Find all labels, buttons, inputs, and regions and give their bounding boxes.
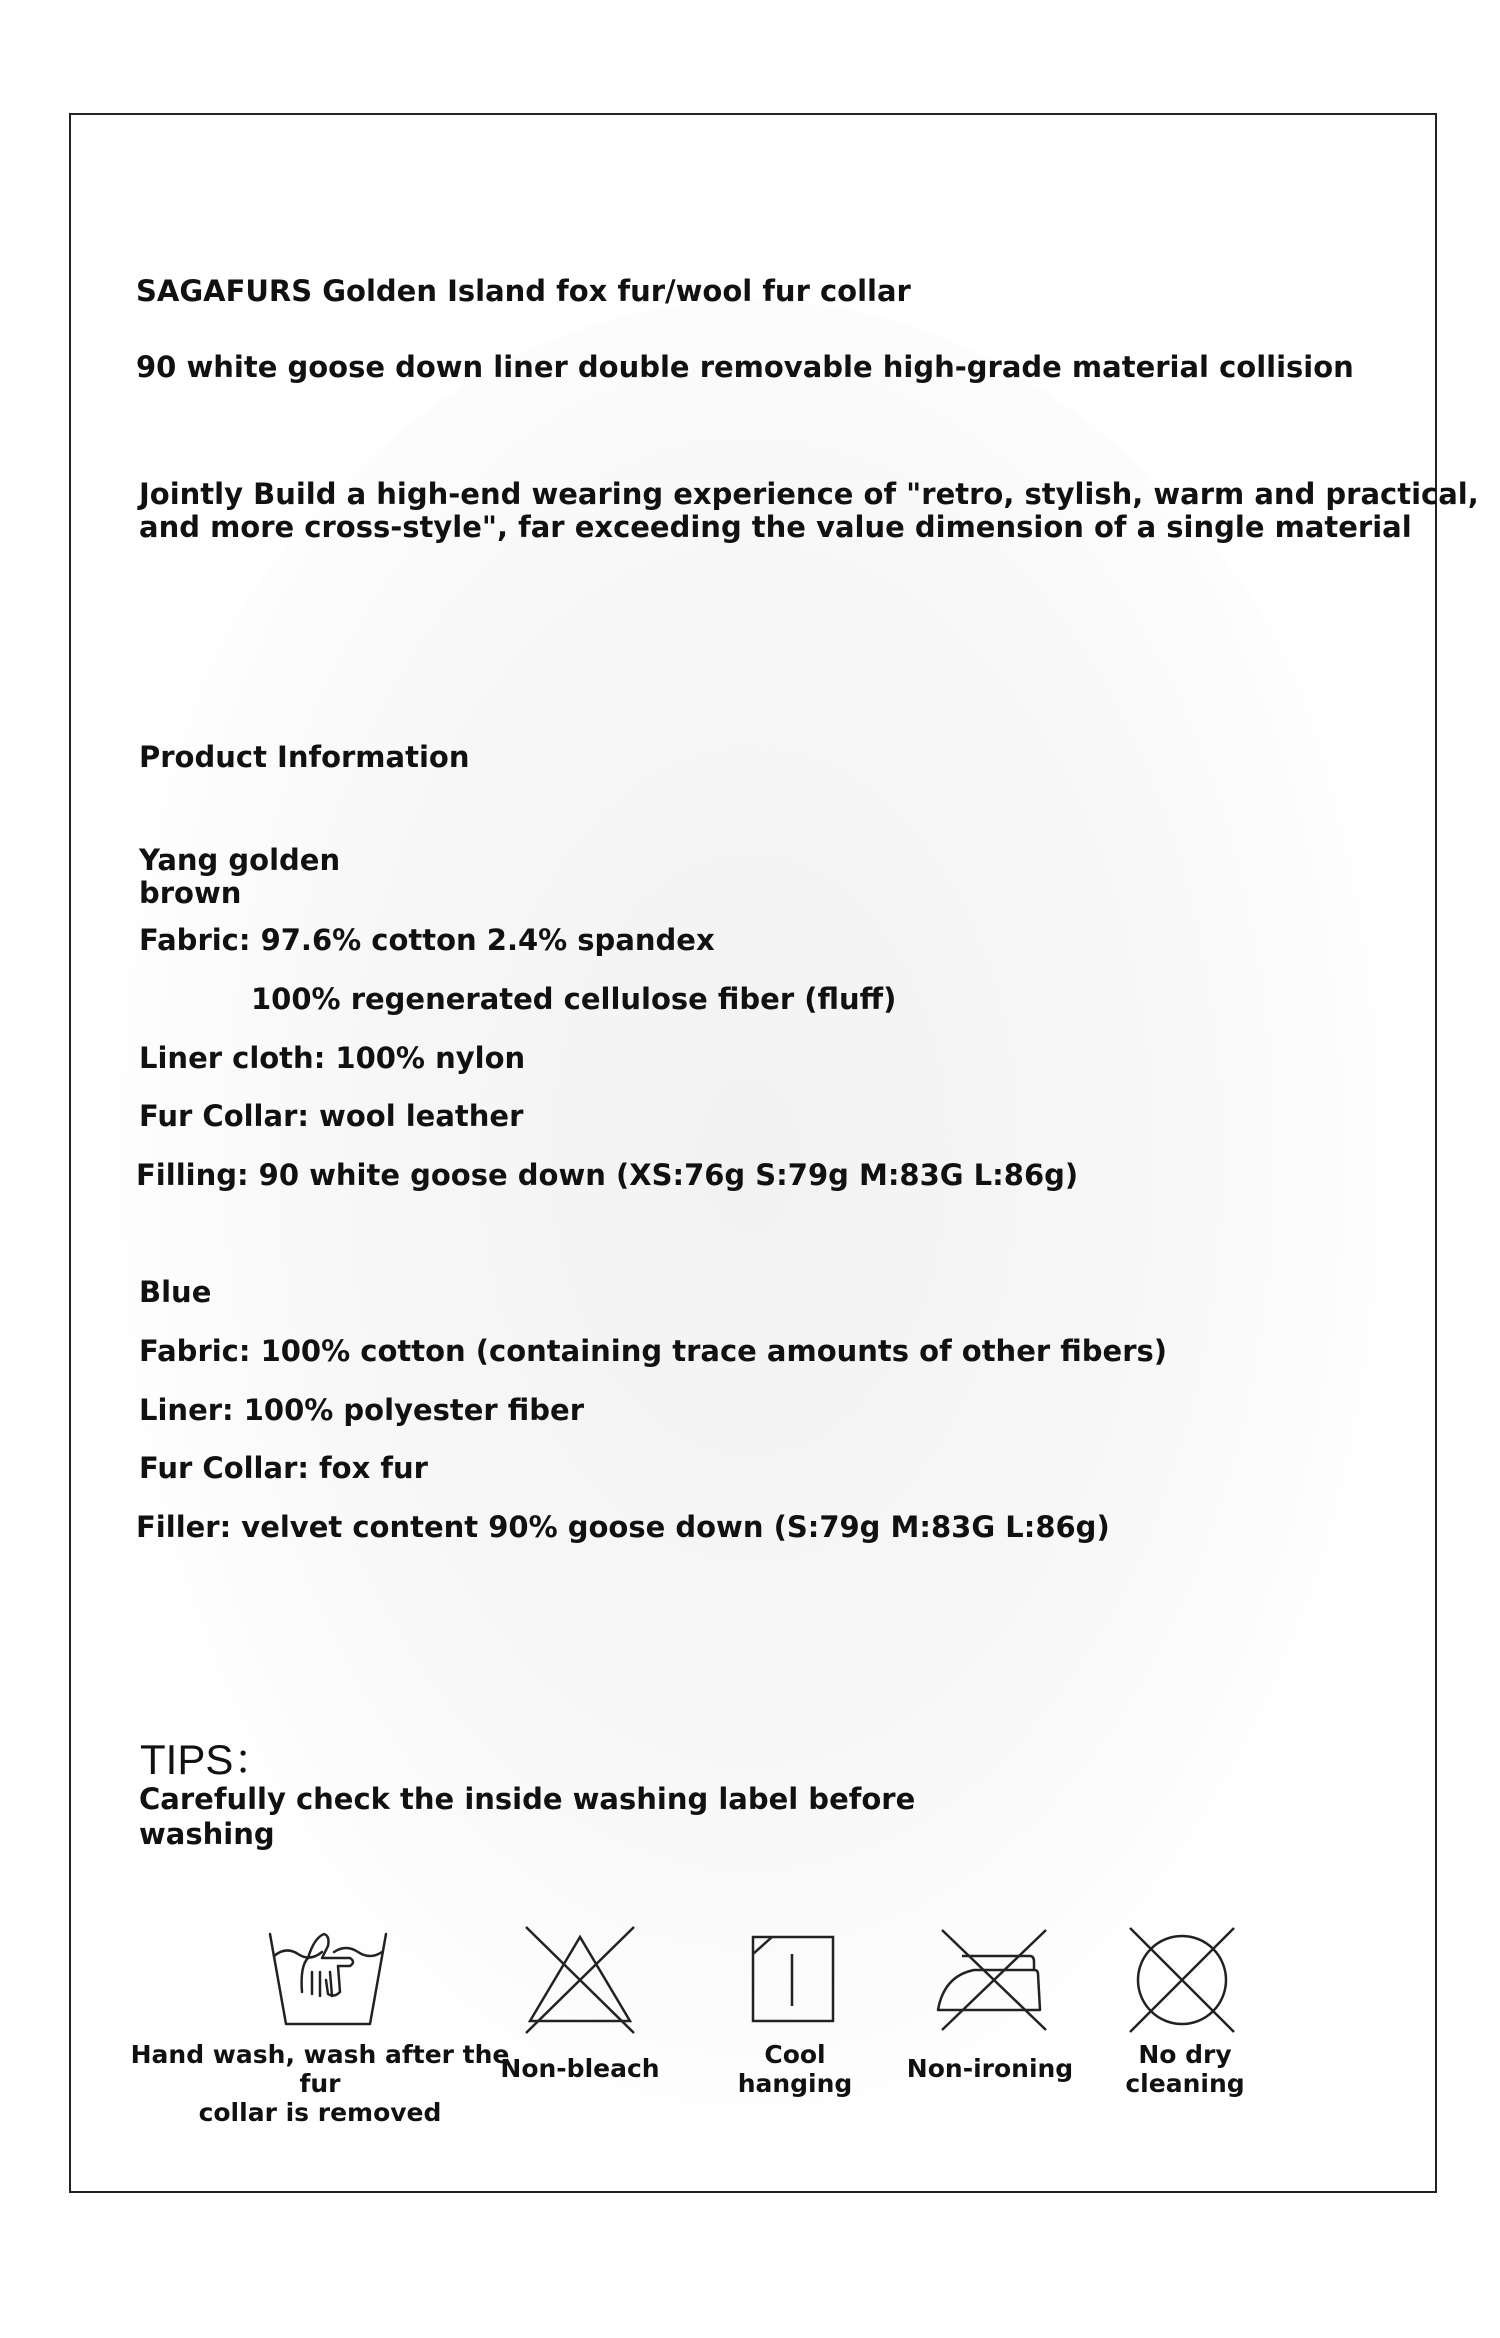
hand-wash-label: Hand wash, wash after the fur collar is removed [130, 2040, 510, 2127]
no-iron-icon [934, 1926, 1054, 2036]
tips-line-2: washing [139, 1817, 275, 1851]
content-frame [69, 113, 1437, 2193]
header-line-1: SAGAFURS Golden Island fox fur/wool fur collar [136, 274, 911, 308]
variant1-fabric-2: 100% regenerated cellulose fiber (fluff) [251, 982, 897, 1016]
variant1-name-line1: Yang golden [139, 843, 341, 877]
variant2-filler: Filler: velvet content 90% goose down (S:79g M:83G L:86g) [136, 1510, 1110, 1544]
variant2-collar: Fur Collar: fox fur [139, 1451, 428, 1485]
variant1-liner: Liner cloth: 100% nylon [139, 1041, 526, 1075]
hand-wash-icon [264, 1924, 392, 2030]
variant1-fabric: Fabric: 97.6% cotton 2.4% spandex [139, 923, 715, 957]
tips-title: TIPS： [140, 1736, 276, 1783]
hang-dry-icon [750, 1934, 836, 2024]
variant1-name-line2: brown [139, 876, 242, 910]
no-bleach-label: Non-bleach [500, 2054, 660, 2083]
variant1-filling: Filling: 90 white goose down (XS:76g S:79g M:83G L:86g) [136, 1158, 1079, 1192]
product-info-heading: Product Information [139, 740, 470, 774]
intro-line-1: Jointly Build a high-end wearing experience of "retro, stylish, warm and practical, [139, 477, 1479, 511]
variant2-liner: Liner: 100% polyester fiber [139, 1393, 585, 1427]
no-iron-label: Non-ironing [906, 2054, 1074, 2083]
no-bleach-icon [524, 1925, 636, 2035]
variant2-name: Blue [139, 1275, 212, 1309]
no-dry-clean-label: No dry cleaning [1125, 2040, 1245, 2098]
intro-line-2: and more cross-style", far exceeding the value dimension of a single material [139, 510, 1412, 544]
no-dry-clean-icon [1126, 1924, 1238, 2036]
header-line-2: 90 white goose down liner double removable high-grade material collision [136, 350, 1354, 384]
tips-line-1: Carefully check the inside washing label before [139, 1782, 916, 1816]
variant2-fabric: Fabric: 100% cotton (containing trace amounts of other fibers) [139, 1334, 1168, 1368]
hang-dry-label: Cool hanging [737, 2040, 853, 2098]
variant1-collar: Fur Collar: wool leather [139, 1099, 524, 1133]
